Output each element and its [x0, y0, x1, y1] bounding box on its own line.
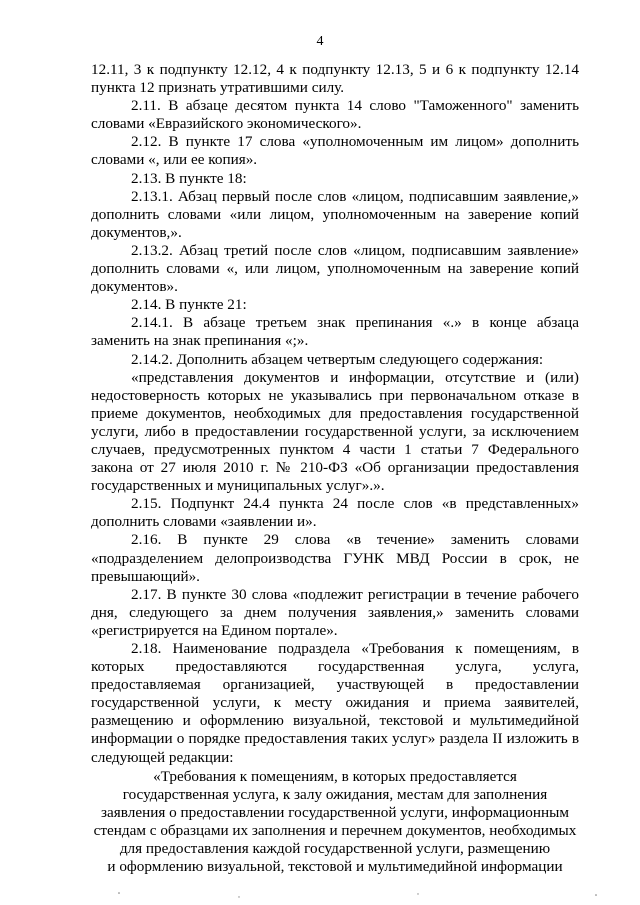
heading-line: государственная услуга, к залу ожидания, местам для заполнения [122, 785, 548, 803]
heading-line: заявления о предоставлении государственной услуги, информационным [101, 803, 569, 821]
paragraph: 2.14.2. Дополнить абзацем четвертым следующего содержания: [131, 350, 544, 368]
page-number: 4 [316, 34, 324, 49]
heading-line: стендам с образцами их заполнения и перечнем документов, необходимых [93, 821, 577, 839]
paragraph: 2.13. В пункте 18: [131, 169, 247, 187]
paragraph: 12.11, 3 к подпункту 12.12, 4 к подпункту 12.13, 5 и 6 к подпункту 12.14 пункта 12 признать утратившими силу. [91, 61, 579, 97]
heading-line: и оформлению визуальной, текстовой и мультимедийной информации [107, 858, 563, 876]
paragraph: 2.15. Подпункт 24.4 пункта 24 после слов «в представленных» дополнить словами «заявлении и». [91, 495, 579, 531]
heading-line: «Требования к помещениям, в которых предоставляется [153, 767, 517, 785]
paragraph: 2.11. В абзаце десятом пункта 14 слово "Таможенного" заменить словами «Евразийского экономического». [91, 97, 579, 133]
document-body [91, 61, 579, 876]
paragraph: 2.14. В пункте 21: [131, 296, 247, 314]
paragraph: 2.16. В пункте 29 слова «в течение» заменить словами «подразделением делопроизводства ГУНК МВД России в срок, не превышающий». [91, 531, 579, 585]
paragraph: 2.13.1. Абзац первый после слов «лицом, подписавшим заявление,» дополнить словами «или лицом, уполномоченным на заверение копий документов,». [91, 187, 579, 241]
paragraph: 2.17. В пункте 30 слова «подлежит регистрации в течение рабочего дня, следующего за днем получения заявления,» заменить словами «регистрируется на Едином портале». [91, 585, 579, 639]
paragraph: «представления документов и информации, отсутствие и (или) недостоверность которых не указывались при первоначальном отказе в приеме документов, необходимых для предоставления государственной услуги, либо в предоставлении государственной услуги, за исключением случаев, предусмотренных пунктом 4 части 1 статьи 7 Федерального закона от 27 июля 2010 г. № 210-ФЗ «Об организации предоставления государственных и муниципальных услуг».». [91, 368, 579, 495]
paragraph: 2.14.1. В абзаце третьем знак препинания «.» в конце абзаца заменить на знак препинания «;». [91, 314, 579, 350]
heading-line: для предоставления каждой государственной услуги, размещению [119, 840, 551, 858]
paragraph: 2.18. Наименование подраздела «Требования к помещениям, в которых предоставляются государственная услуга, услуга, предоставляемая организацией, участвующей в предоставлении государственной услуги, к месту ожидания и приема заявителей, размещению и оформлению визуальной, текстовой и мультимедийной информации о порядке предоставления таких услуг» раздела II изложить в следующей редакции: [91, 640, 579, 766]
paragraph: 2.13.2. Абзац третий после слов «лицом, подписавшим заявление» дополнить словами «, или лицом, уполномоченным на заверение копий документов». [91, 241, 579, 296]
subsection-heading [91, 768, 579, 877]
paragraph: 2.12. В пункте 17 слова «уполномоченным им лицом» дополнить словами «, или ее копия». [91, 133, 579, 169]
